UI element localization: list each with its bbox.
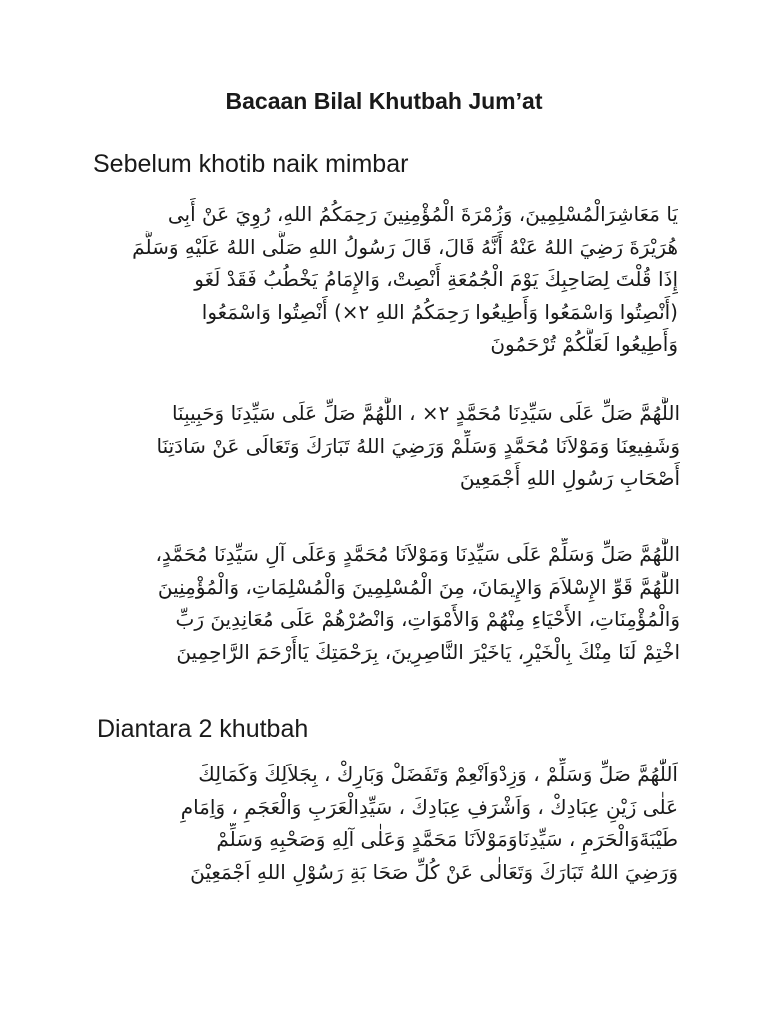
arabic-line: يَا مَعَاشِرَالْمُسْلِمِينَ، وَزُمْرَةَ الْمُؤْمِنِينَ رَحِمَكُمُ اللهِ، رُوِيَ عَنْ أَبِى [167,202,678,226]
section-heading-sebelum-khotib: Sebelum khotib naik mimbar [93,150,409,178]
arabic-line: وَأَطِيعُوا لَعَلَّكُمْ تُرْحَمُونَ [490,332,678,356]
arabic-line: (أَنْصِتُوا وَاسْمَعُوا وَأَطِيعُوا رَحِمَكُمُ اللهِ ٢×) أَنْصِتُوا وَاسْمَعُوا [201,299,678,324]
arabic-paragraph-shalawat [98,397,680,495]
arabic-line: إِذَا قُلْتَ لِصَاحِبِكَ يَوْمَ الْجُمُعَةِ أَنْصِتْ، وَالإِمَامُ يَخْطُبُ فَقَدْ لَغَو [194,267,678,291]
arabic-line: أَصْحَابِ رَسُولِ اللهِ أَجْمَعِينَ [459,466,680,490]
arabic-line: اَللّٰهُمَّ صَلِّ وَسَلِّمْ ، وَزِدْوَاَنْعِمْ وَتَفَضَلْ وَبَارِكْ ، بِجَلاَلِكَ وَكَمَالِكَ [198,762,678,786]
arabic-paragraph-announcement [96,198,678,361]
document-title: Bacaan Bilal Khutbah Jum’at [225,88,543,114]
arabic-line: اللَّٰهُمَّ قَوِّ الإِسْلاَمَ وَالإِيمَانَ، مِنَ الْمُسْلِمِينَ وَالْمُسْلِمَاتِ، وَالْمُؤْمِنِينَ [157,574,680,599]
arabic-line: اللَّٰهُمَّ صَلِّ وَسَلِّمْ عَلَى سَيِّدِنَا وَمَوْلاَنَا مُحَمَّدٍ وَعَلَى آلِ سَيِّدِنَا مُحَمَّدٍ، [155,542,680,566]
arabic-line: هُرَيْرَةَ رَضِيَ اللهُ عَنْهُ أَنَّهُ قَالَ، قَالَ رَسُولُ اللهِ صَلَّى اللهُ عَلَيْهِ وَسَلَّمَ [132,234,678,259]
arabic-line: وَرَضِيَ اللهُ تَبَارَكَ وَتَعَالٰى عَنْ كُلِّ صَحَا بَةِ رَسُوْلِ اللهِ اَجْمَعِيْنَ [190,859,678,884]
arabic-line: وَشَفِيعِنَا وَمَوْلاَنَا مُحَمَّدٍ وَسَلِّمْ وَرَضِيَ اللهُ تَبَارَكَ وَتَعَالَى عَنْ سَادَتِنَا [156,433,680,458]
arabic-line: اخْتِمْ لَنَا مِنْكَ بِالْخَيْرِ، يَاخَيْرَ النَّاصِرِينَ، بِرَحْمَتِكَ يَاأَرْحَمَ الرَّاحِمِينَ [176,639,680,664]
arabic-line: اللَّٰهُمَّ صَلِّ عَلَى سَيِّدِنَا مُحَمَّدٍ ٢× ، اللَّٰهُمَّ صَلِّ عَلَى سَيِّدِنَا وَحَبِيبِنَا [171,401,680,425]
arabic-line: عَلٰى زَيْنِ عِبَادِكْ ، وَاَشْرَفِ عِبَادِكَ ، سَيِّدِالْعَرَبِ وَالْعَجَمِ ، وَاِمَامِ [180,794,678,819]
section-heading-diantara-khutbah: Diantara 2 khutbah [97,715,309,743]
arabic-paragraph-doa [98,538,680,668]
arabic-line: وَالْمُؤْمِنَاتِ، الأَحْيَاءِ مِنْهُمْ وَالأَمْوَاتِ، وَانْصُرْهُمْ عَلَى مُعَانِدِينَ رَبِّ [175,607,680,631]
arabic-line: طَيْبَةَوَالْحَرَمِ ، سَيِّدِنَاوَمَوْلاَنَا مَحَمَّدٍ وَعَلٰى آلِهِ وَصَحْبِهِ وَسَلِّمْ [216,827,678,851]
arabic-paragraph-between-khutbah [128,758,678,888]
